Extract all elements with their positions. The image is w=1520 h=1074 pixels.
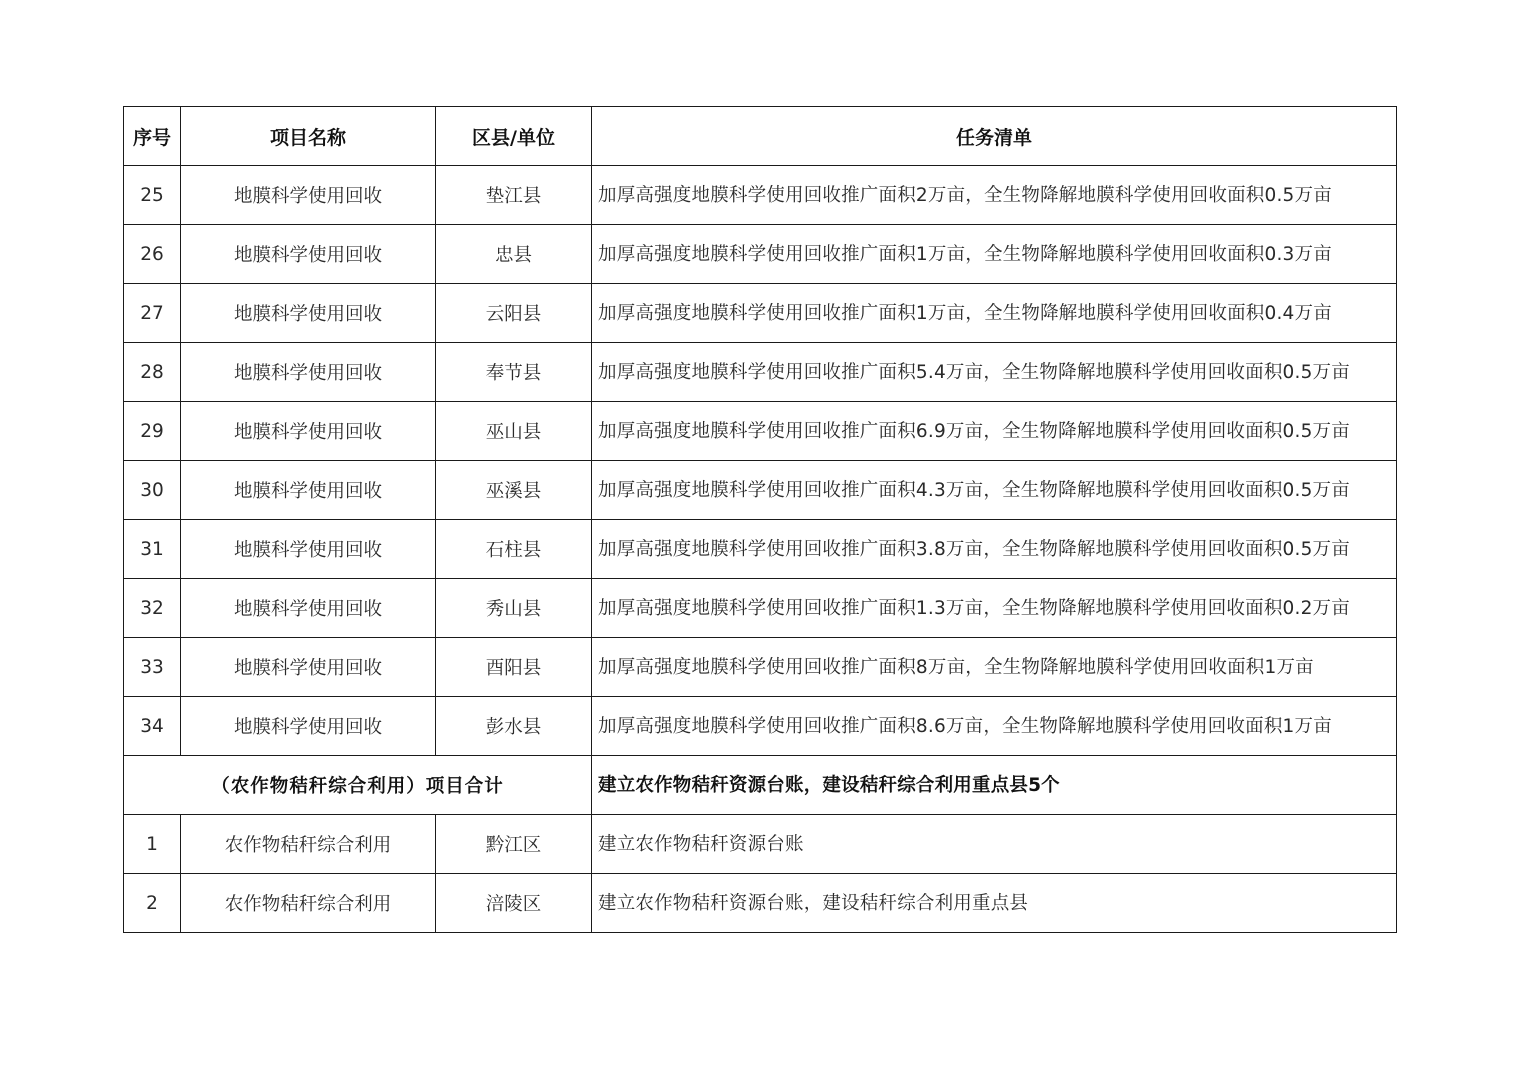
cell-task: 加厚高强度地膜科学使用回收推广面积2万亩，全生物降解地膜科学使用回收面积0.5万亩 <box>592 166 1397 225</box>
table-row <box>124 579 1397 638</box>
cell-district: 忠县 <box>436 225 592 284</box>
cell-task: 加厚高强度地膜科学使用回收推广面积8.6万亩，全生物降解地膜科学使用回收面积1万亩 <box>592 697 1397 756</box>
cell-district: 彭水县 <box>436 697 592 756</box>
cell-seq: 25 <box>124 166 181 225</box>
task-list-table <box>123 106 1397 933</box>
cell-district: 奉节县 <box>436 343 592 402</box>
table-row <box>124 520 1397 579</box>
cell-district: 涪陵区 <box>436 874 592 933</box>
header-project-name: 项目名称 <box>181 107 436 166</box>
cell-task: 加厚高强度地膜科学使用回收推广面积8万亩，全生物降解地膜科学使用回收面积1万亩 <box>592 638 1397 697</box>
cell-district: 垫江县 <box>436 166 592 225</box>
table-row <box>124 461 1397 520</box>
cell-task: 加厚高强度地膜科学使用回收推广面积4.3万亩，全生物降解地膜科学使用回收面积0.5万亩 <box>592 461 1397 520</box>
table-row <box>124 874 1397 933</box>
cell-seq: 27 <box>124 284 181 343</box>
cell-district: 巫溪县 <box>436 461 592 520</box>
cell-seq: 26 <box>124 225 181 284</box>
cell-project: 地膜科学使用回收 <box>181 638 436 697</box>
cell-task: 加厚高强度地膜科学使用回收推广面积5.4万亩，全生物降解地膜科学使用回收面积0.5万亩 <box>592 343 1397 402</box>
cell-project: 地膜科学使用回收 <box>181 225 436 284</box>
table-row <box>124 284 1397 343</box>
cell-district: 云阳县 <box>436 284 592 343</box>
header-seq: 序号 <box>124 107 181 166</box>
table-row <box>124 638 1397 697</box>
cell-seq: 29 <box>124 402 181 461</box>
cell-project: 地膜科学使用回收 <box>181 343 436 402</box>
cell-seq: 31 <box>124 520 181 579</box>
cell-task: 加厚高强度地膜科学使用回收推广面积6.9万亩，全生物降解地膜科学使用回收面积0.5万亩 <box>592 402 1397 461</box>
cell-project: 农作物秸秆综合利用 <box>181 874 436 933</box>
cell-project: 地膜科学使用回收 <box>181 520 436 579</box>
table-row <box>124 402 1397 461</box>
cell-task: 加厚高强度地膜科学使用回收推广面积1万亩，全生物降解地膜科学使用回收面积0.4万亩 <box>592 284 1397 343</box>
cell-project: 地膜科学使用回收 <box>181 461 436 520</box>
cell-project: 地膜科学使用回收 <box>181 284 436 343</box>
table-row <box>124 225 1397 284</box>
summary-row <box>124 756 1397 815</box>
table-row <box>124 697 1397 756</box>
summary-task: 建立农作物秸秆资源台账，建设秸秆综合利用重点县5个 <box>592 756 1397 815</box>
cell-project: 地膜科学使用回收 <box>181 697 436 756</box>
cell-seq: 33 <box>124 638 181 697</box>
cell-district: 黔江区 <box>436 815 592 874</box>
cell-project: 地膜科学使用回收 <box>181 402 436 461</box>
cell-task: 建立农作物秸秆资源台账，建设秸秆综合利用重点县 <box>592 874 1397 933</box>
header-row <box>124 107 1397 166</box>
cell-seq: 32 <box>124 579 181 638</box>
cell-seq: 30 <box>124 461 181 520</box>
cell-seq: 2 <box>124 874 181 933</box>
cell-task: 建立农作物秸秆资源台账 <box>592 815 1397 874</box>
cell-project: 农作物秸秆综合利用 <box>181 815 436 874</box>
cell-task: 加厚高强度地膜科学使用回收推广面积1.3万亩，全生物降解地膜科学使用回收面积0.2万亩 <box>592 579 1397 638</box>
cell-district: 巫山县 <box>436 402 592 461</box>
header-district: 区县/单位 <box>436 107 592 166</box>
cell-district: 酉阳县 <box>436 638 592 697</box>
cell-district: 秀山县 <box>436 579 592 638</box>
cell-seq: 28 <box>124 343 181 402</box>
cell-task: 加厚高强度地膜科学使用回收推广面积3.8万亩，全生物降解地膜科学使用回收面积0.5万亩 <box>592 520 1397 579</box>
cell-project: 地膜科学使用回收 <box>181 579 436 638</box>
cell-seq: 34 <box>124 697 181 756</box>
table-row <box>124 343 1397 402</box>
summary-label: （农作物秸秆综合利用）项目合计 <box>124 756 592 815</box>
cell-seq: 1 <box>124 815 181 874</box>
cell-task: 加厚高强度地膜科学使用回收推广面积1万亩，全生物降解地膜科学使用回收面积0.3万亩 <box>592 225 1397 284</box>
table-row <box>124 166 1397 225</box>
cell-project: 地膜科学使用回收 <box>181 166 436 225</box>
header-task-list: 任务清单 <box>592 107 1397 166</box>
table-row <box>124 815 1397 874</box>
cell-district: 石柱县 <box>436 520 592 579</box>
